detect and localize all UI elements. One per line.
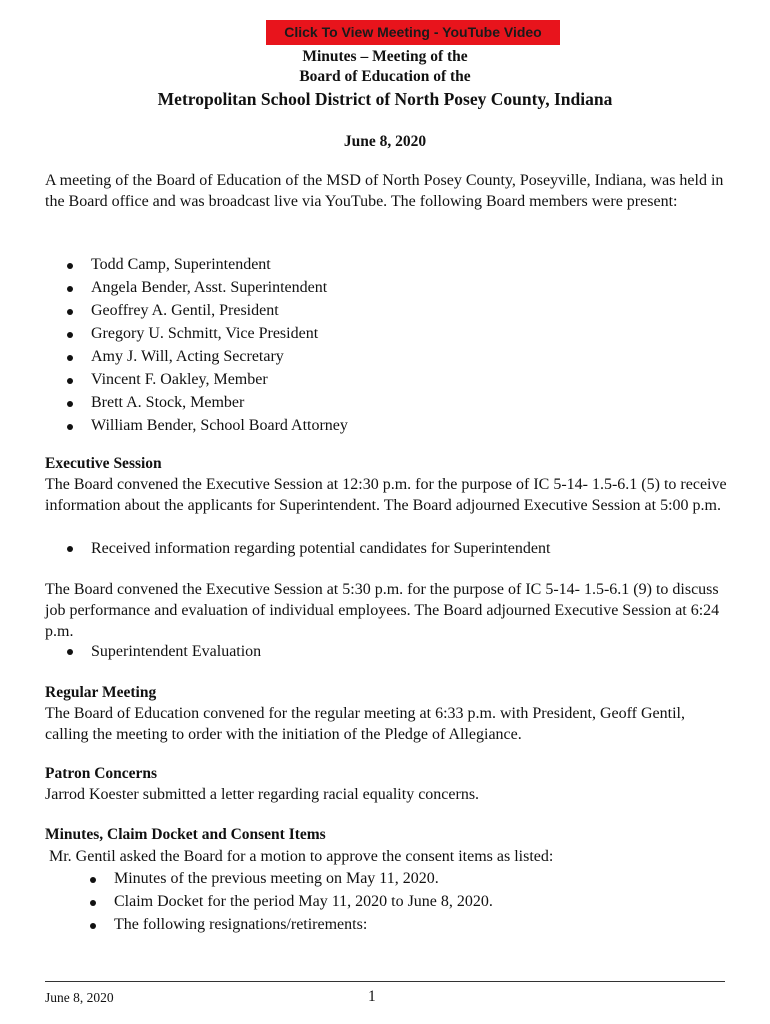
meeting-date: June 8, 2020 bbox=[343, 133, 427, 150]
list-item: Geoffrey A. Gentil, President bbox=[91, 299, 348, 322]
regular-meeting-heading: Regular Meeting bbox=[45, 684, 157, 701]
list-item: Amy J. Will, Acting Secretary bbox=[91, 345, 348, 368]
title-line-1: Minutes – Meeting of the bbox=[302, 48, 468, 65]
intro-paragraph: A meeting of the Board of Education of the MSD of North Posey County, Poseyville, Indiana, was held in the Board office and was broadcast live via YouTube. The following Board members were present: bbox=[45, 172, 724, 210]
list-item: Claim Docket for the period May 11, 2020 to June 8, 2020. bbox=[114, 890, 493, 913]
list-item: Brett A. Stock, Member bbox=[91, 391, 348, 414]
list-item: Received information regarding potential candidates for Superintendent bbox=[91, 538, 550, 559]
executive-session-bullets-1 bbox=[91, 538, 550, 559]
patron-concerns-text: Jarrod Koester submitted a letter regarding racial equality concerns. bbox=[45, 786, 480, 803]
executive-session-bullets-2 bbox=[91, 641, 261, 662]
patron-concerns-heading: Patron Concerns bbox=[45, 765, 158, 782]
attendee-list bbox=[91, 253, 348, 437]
list-item: Todd Camp, Superintendent bbox=[91, 253, 348, 276]
youtube-video-link[interactable]: Click To View Meeting - YouTube Video bbox=[266, 20, 560, 45]
regular-meeting-text: The Board of Education convened for the regular meeting at 6:33 p.m. with President, Geoff Gentil, calling the meeting to order with the initiation of the Pledge of Allegiance. bbox=[45, 705, 685, 743]
executive-session-paragraph-2: The Board convened the Executive Session at 5:30 p.m. for the purpose of IC 5-14- 1.5-6.1 (9) to discuss job performance and evaluation of individual employees. The Board adjourned Executive Session at 6:24 p.m. bbox=[45, 581, 720, 640]
list-item: William Bender, School Board Attorney bbox=[91, 414, 348, 437]
page-number: 1 bbox=[368, 988, 376, 1005]
footer-divider bbox=[45, 981, 725, 982]
list-item: Vincent F. Oakley, Member bbox=[91, 368, 348, 391]
footer-date: June 8, 2020 bbox=[45, 990, 114, 1005]
list-item: Minutes of the previous meeting on May 11, 2020. bbox=[114, 867, 493, 890]
list-item: Gregory U. Schmitt, Vice President bbox=[91, 322, 348, 345]
list-item: Superintendent Evaluation bbox=[91, 641, 261, 662]
title-line-2: Board of Education of the bbox=[299, 68, 471, 85]
list-item: The following resignations/retirements: bbox=[114, 913, 493, 936]
executive-session-paragraph-1: The Board convened the Executive Session at 12:30 p.m. for the purpose of IC 5-14- 1.5-6.1 (5) to receive information about the applicants for Superintendent. The Board adjourned Executive Session at 5:00 p.m. bbox=[45, 476, 727, 514]
district-title: Metropolitan School District of North Posey County, Indiana bbox=[157, 89, 613, 109]
minutes-claims-text: Mr. Gentil asked the Board for a motion to approve the consent items as listed: bbox=[45, 848, 554, 865]
minutes-claims-heading: Minutes, Claim Docket and Consent Items bbox=[45, 826, 326, 843]
consent-items-list bbox=[114, 867, 493, 936]
list-item: Angela Bender, Asst. Superintendent bbox=[91, 276, 348, 299]
executive-session-heading: Executive Session bbox=[45, 455, 162, 472]
